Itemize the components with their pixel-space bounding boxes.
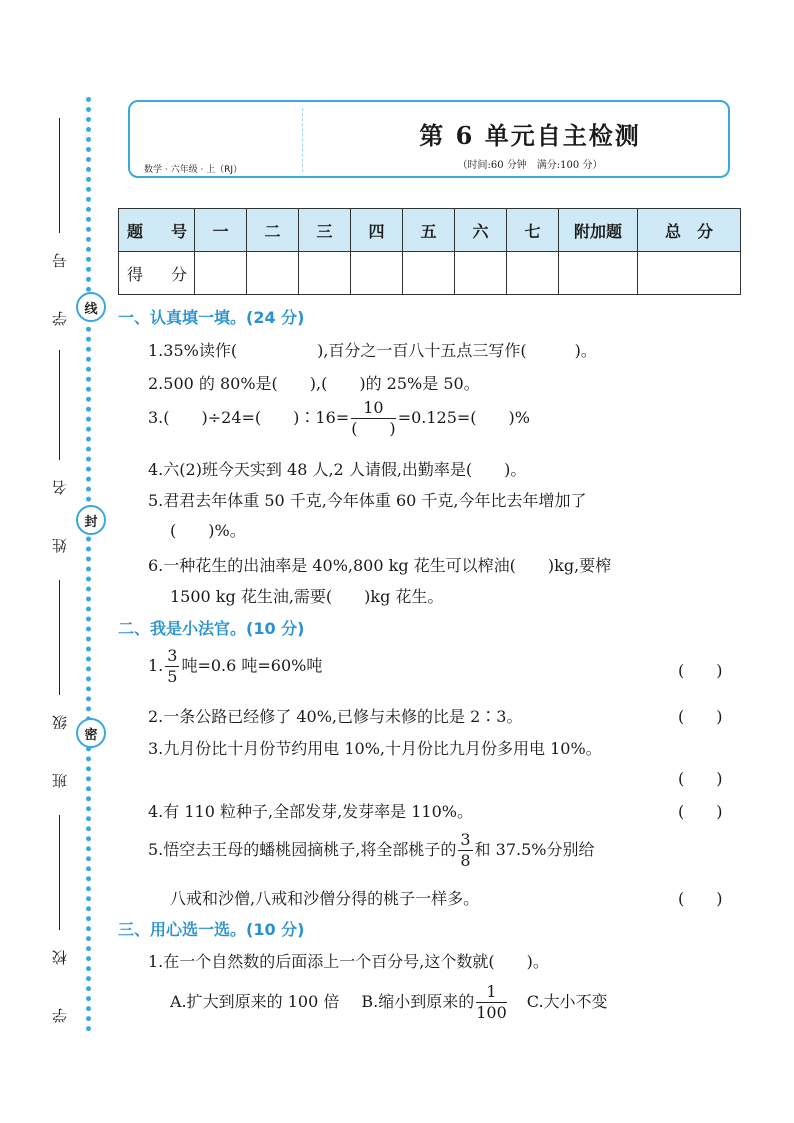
option-a[interactable]: A.扩大到原来的 100 倍	[170, 992, 340, 1011]
question-1-1: 1.35%读作( ),百分之一百八十五点三写作( )。	[148, 341, 597, 360]
score-col-bonus: 附加题	[559, 209, 638, 252]
fraction-1-over-100	[476, 984, 507, 1021]
section-title-1: 一、认真填一填。(24 分)	[118, 308, 305, 327]
question-2-1	[148, 648, 322, 685]
question-2-5-line2: 八戒和沙僧,八戒和沙僧分得的桃子一样多。	[170, 889, 480, 908]
score-cell[interactable]	[507, 252, 559, 295]
score-col-5: 五	[403, 209, 455, 252]
question-2-2: 2.一条公路已经修了 40%,已修与未修的比是 2∶3。	[148, 707, 523, 726]
field-student-id[interactable]	[44, 118, 74, 332]
question-1-6-line1: 6.一种花生的出油率是 40%,800 kg 花生可以榨油( )kg,要榨	[148, 556, 612, 575]
field-label-school: 学 校	[50, 936, 69, 1023]
score-col-3: 三	[299, 209, 351, 252]
score-col-7: 七	[507, 209, 559, 252]
fraction-den: 5	[167, 667, 178, 686]
score-cell[interactable]	[403, 252, 455, 295]
question-1-6-line2: 1500 kg 花生油,需要( )kg 花生。	[170, 587, 444, 606]
fraction-den: ( )	[351, 419, 396, 438]
score-row-label: 得 分	[119, 252, 195, 295]
answer-paren-2-1[interactable]: ( )	[678, 661, 723, 680]
field-label-name: 姓 名	[50, 466, 69, 553]
score-table-header-row	[119, 209, 741, 252]
binding-mark-feng: 封	[76, 505, 106, 535]
fraction-num: 10	[351, 400, 396, 419]
score-cell[interactable]	[247, 252, 299, 295]
binding-dotted-line	[86, 97, 91, 1032]
score-table	[118, 208, 741, 295]
score-cell[interactable]	[455, 252, 507, 295]
answer-paren-2-2[interactable]: ( )	[678, 707, 723, 726]
exam-meta: （时间:60 分钟 满分:100 分）	[457, 160, 603, 171]
question-2-5-b: 和 37.5%分别给	[474, 840, 595, 859]
question-1-3	[148, 400, 530, 437]
answer-paren-2-5[interactable]: ( )	[678, 889, 723, 908]
question-3-1-options	[170, 984, 608, 1021]
score-cell[interactable]	[638, 252, 741, 295]
question-2-3: 3.九月份比十月份节约用电 10%,十月份比九月份多用电 10%。	[148, 739, 602, 758]
field-class[interactable]	[44, 580, 74, 794]
score-cell[interactable]	[195, 252, 247, 295]
score-col-1: 一	[195, 209, 247, 252]
header-divider	[302, 108, 303, 172]
header-box	[128, 100, 730, 178]
field-line	[59, 815, 60, 930]
score-cell[interactable]	[559, 252, 638, 295]
score-cell[interactable]	[299, 252, 351, 295]
fraction-num: 3	[460, 830, 471, 849]
fraction-3-over-8	[458, 832, 472, 869]
question-1-3-b: =0.125=( )%	[397, 408, 530, 427]
question-2-4: 4.有 110 粒种子,全部发芽,发芽率是 110%。	[148, 802, 473, 821]
fraction-den: 8	[460, 851, 471, 870]
question-1-5-line2: ( )%。	[170, 521, 246, 540]
question-2-5-a: 5.悟空去王母的蟠桃园摘桃子,将全部桃子的	[148, 840, 457, 859]
field-label-class: 班 级	[50, 701, 69, 788]
subject-label: 数学 · 六年级 · 上（RJ）	[144, 165, 243, 175]
answer-paren-2-4[interactable]: ( )	[678, 802, 723, 821]
score-col-2: 二	[247, 209, 299, 252]
question-2-5-line1	[148, 832, 594, 869]
score-col-4: 四	[351, 209, 403, 252]
binding-mark-xian: 线	[76, 292, 106, 322]
fraction-den: 100	[476, 1003, 507, 1022]
section-title-2: 二、我是小法官。(10 分)	[118, 619, 305, 638]
score-table-score-row	[119, 252, 741, 295]
question-2-1-post: 吨=0.6 吨=60%吨	[181, 656, 323, 675]
field-school[interactable]	[44, 815, 74, 1029]
field-line	[59, 118, 60, 233]
score-col-total: 总 分	[638, 209, 741, 252]
fraction-10-over-blank	[351, 400, 396, 437]
score-header-label: 题 号	[119, 209, 195, 252]
field-name[interactable]	[44, 350, 74, 559]
fraction-num: 1	[476, 984, 507, 1003]
question-2-1-pre: 1.	[148, 656, 164, 675]
field-label-student-id: 学 号	[50, 239, 69, 326]
section-title-3: 三、用心选一选。(10 分)	[118, 920, 305, 939]
score-cell[interactable]	[351, 252, 403, 295]
question-1-2: 2.500 的 80%是( ),( )的 25%是 50。	[148, 374, 480, 393]
fraction-3-over-5	[165, 648, 179, 685]
field-line	[59, 350, 60, 460]
question-1-3-a: 3.( )÷24=( )∶16=	[148, 408, 350, 427]
question-1-4: 4.六(2)班今天实到 48 人,2 人请假,出勤率是( )。	[148, 460, 527, 479]
score-col-6: 六	[455, 209, 507, 252]
field-line	[59, 580, 60, 695]
question-3-1: 1.在一个自然数的后面添上一个百分号,这个数就( )。	[148, 952, 549, 971]
fraction-num: 3	[167, 646, 178, 665]
binding-mark-mi: 密	[76, 718, 106, 748]
option-b[interactable]	[361, 982, 508, 1022]
page-title: 第 6 单元自主检测	[419, 121, 641, 150]
option-c[interactable]: C.大小不变	[526, 992, 608, 1011]
question-1-5-line1: 5.君君去年体重 50 千克,今年体重 60 千克,今年比去年增加了	[148, 491, 587, 510]
option-b-text: B.缩小到原来的	[361, 992, 475, 1011]
answer-paren-2-3[interactable]: ( )	[678, 769, 723, 788]
